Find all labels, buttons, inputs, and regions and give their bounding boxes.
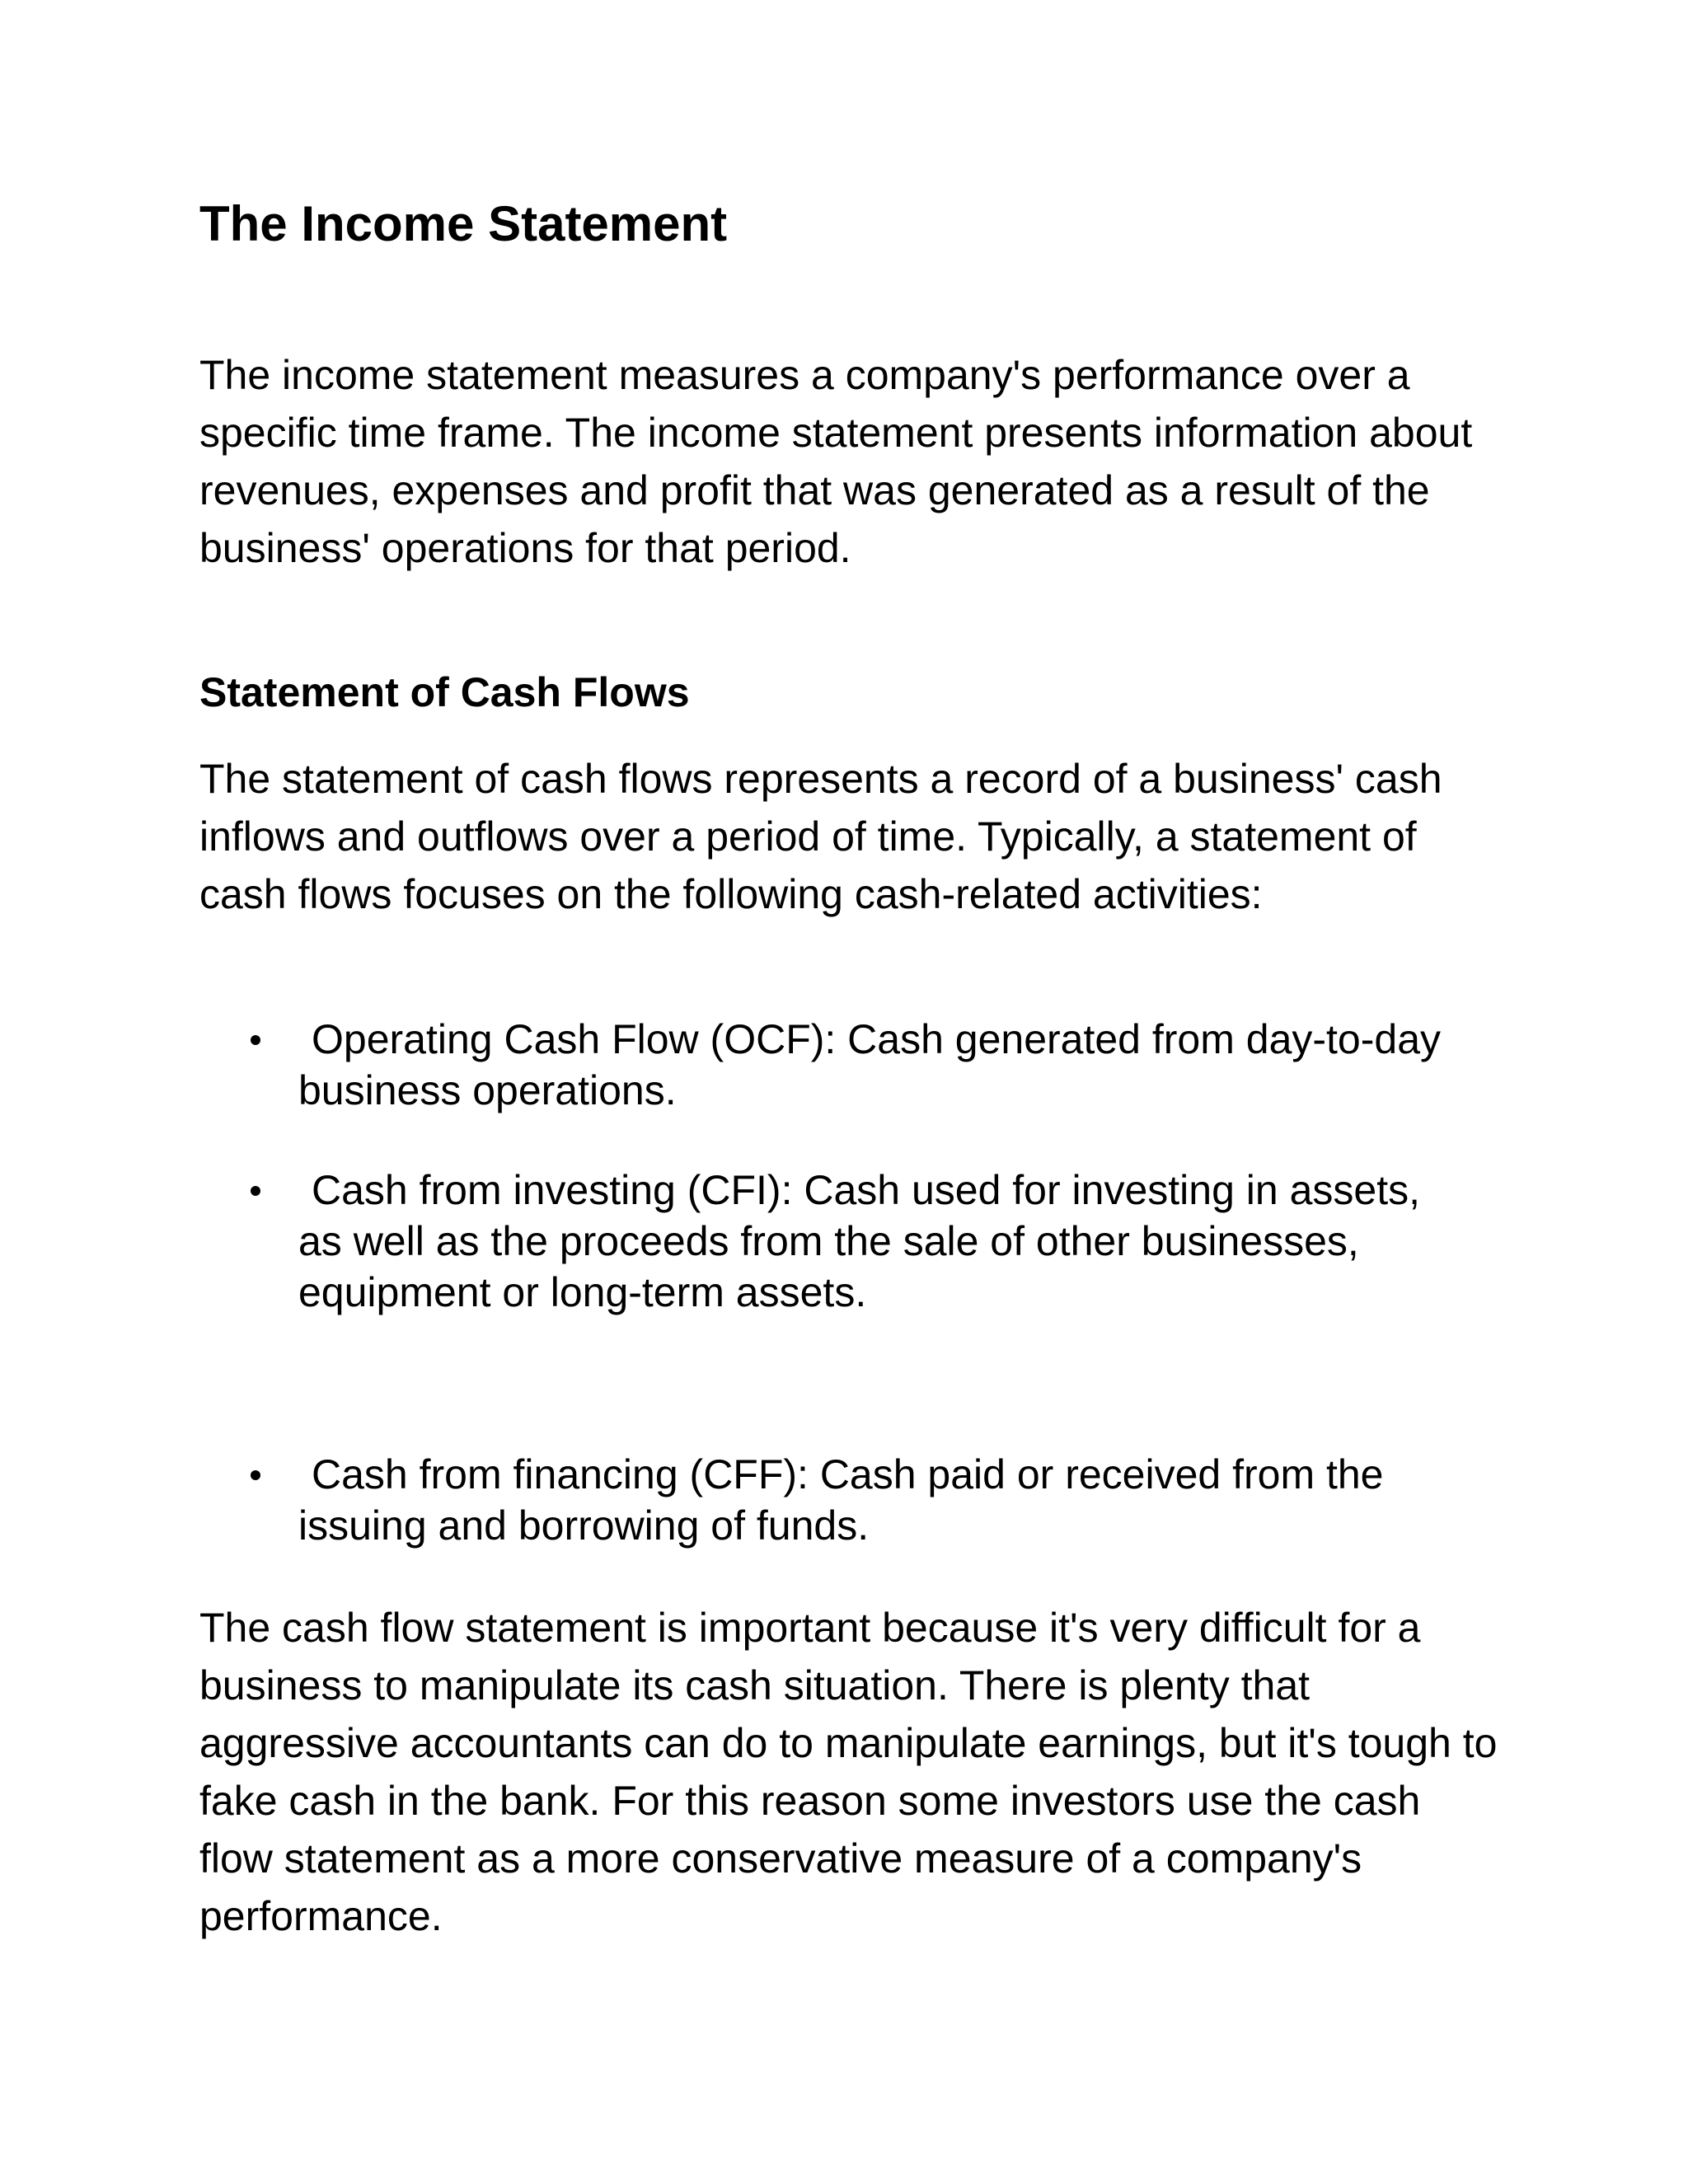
list-item (199, 1449, 1452, 1551)
intro-paragraph: The income statement measures a company's performance over a specific time frame. The income statement presents information about revenues, expenses and profit that was generated as a result of the business' operations for that period. (199, 352, 1473, 571)
list-item (199, 1165, 1452, 1318)
bullet-icon (251, 1470, 260, 1480)
list-item (199, 1014, 1452, 1116)
page-title: The Income Statement (199, 196, 728, 251)
bullet-icon (251, 1035, 260, 1045)
cash-flows-heading: Statement of Cash Flows (199, 669, 690, 715)
importance-paragraph: The cash flow statement is important because it's very difficult for a business to manipulate its cash situation. There is plenty that aggressive accountants can do to manipulate earnings, but it's tough to fake cash in the bank. For this reason some investors use the cash flow statement as a more conservative measure of a company's performance. (199, 1605, 1498, 1939)
list-item-text: Cash from investing (CFI): Cash used for investing in assets, as well as the proceeds from the sale of other businesses, equipment or long-term assets. (298, 1167, 1420, 1315)
cash-flows-paragraph: The statement of cash flows represents a record of a business' cash inflows and outflows over a period of time. Typically, a statement of cash flows focuses on the following cash-related activities: (199, 756, 1442, 917)
bullet-icon (251, 1186, 260, 1196)
list-item-text: Operating Cash Flow (OCF): Cash generated from day-to-day business operations. (298, 1016, 1441, 1113)
list-item-text: Cash from financing (CFF): Cash paid or received from the issuing and borrowing of funds. (298, 1451, 1384, 1549)
